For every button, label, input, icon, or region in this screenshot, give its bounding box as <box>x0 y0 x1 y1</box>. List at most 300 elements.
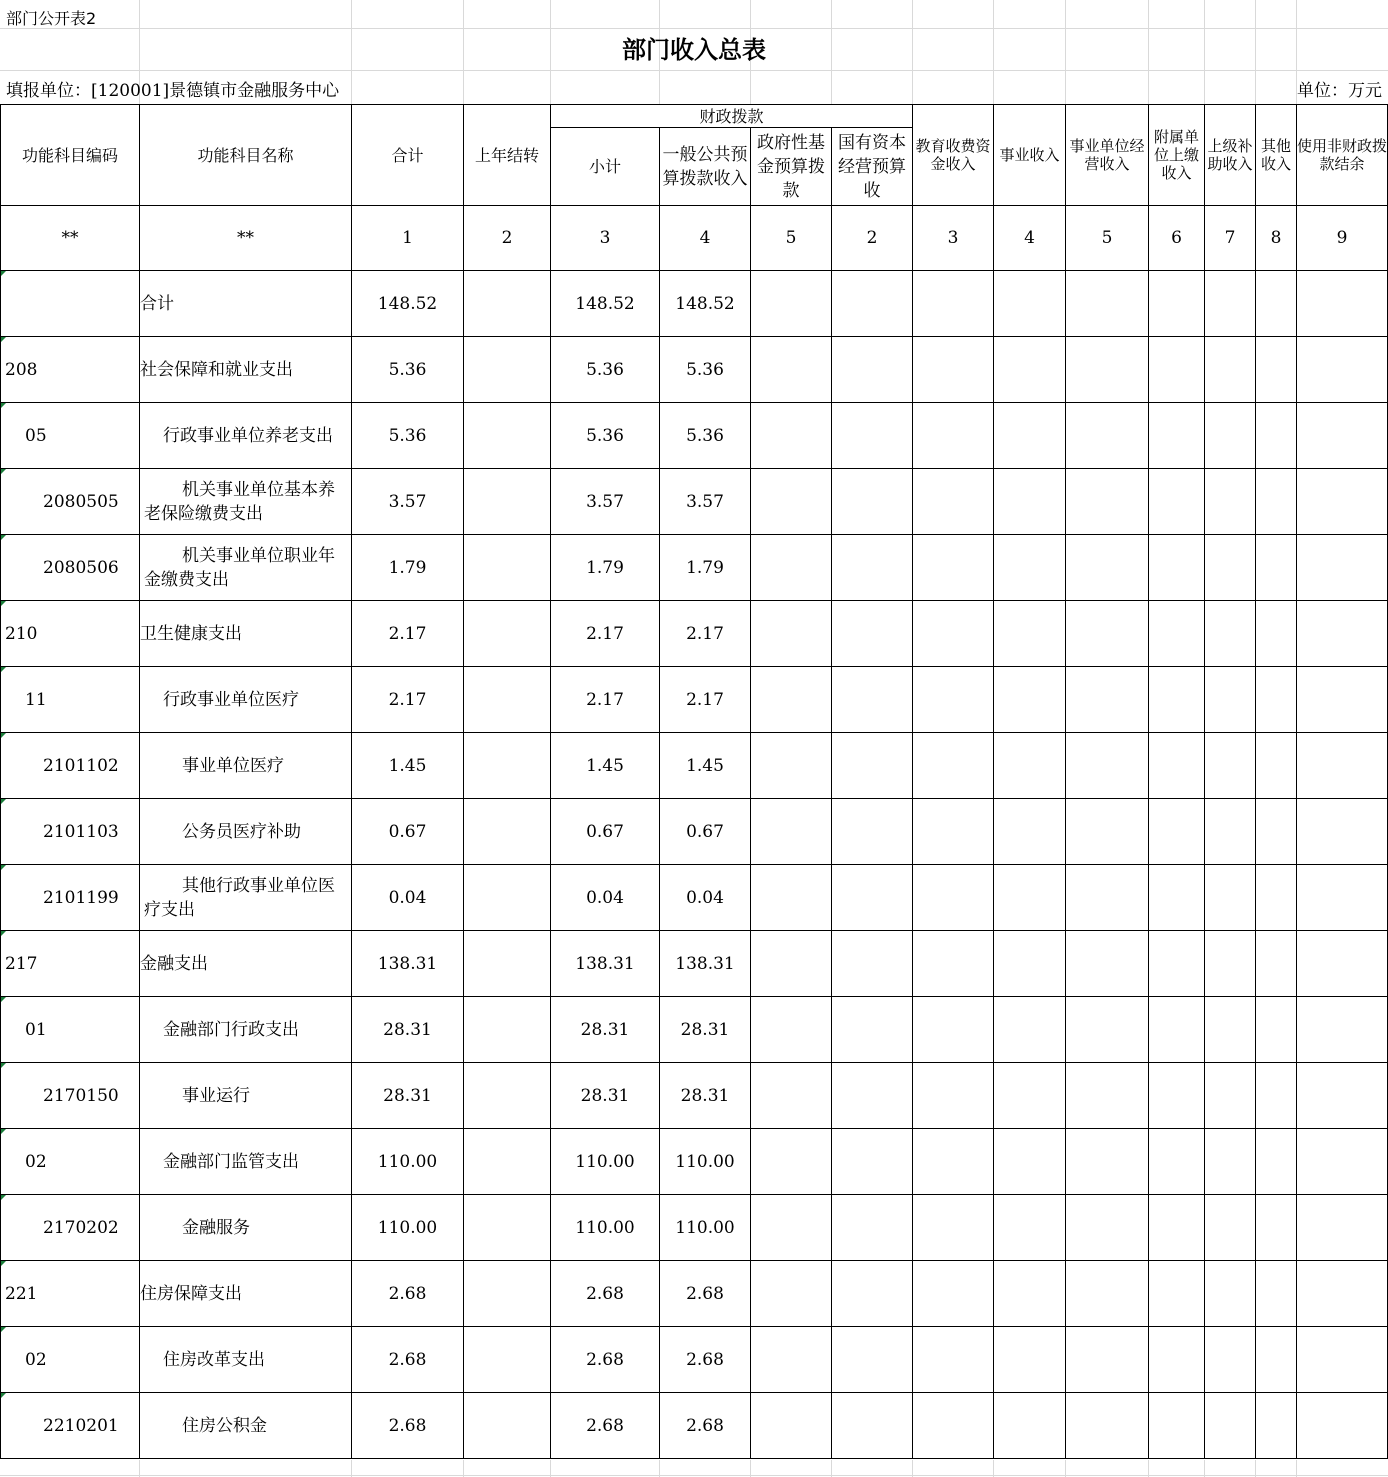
carryover-cell <box>464 1261 551 1327</box>
function-name-cell: 住房保障支出 <box>140 1261 352 1327</box>
empty-cell <box>1205 667 1256 733</box>
table-row <box>1 1261 1388 1327</box>
header-operating: 事业单位经营收入 <box>1066 105 1149 206</box>
empty-cell <box>1256 865 1297 931</box>
empty-cell <box>1297 733 1388 799</box>
empty-cell <box>1149 931 1205 997</box>
subtotal-cell: 148.52 <box>551 271 660 337</box>
empty-cell <box>1149 799 1205 865</box>
empty-cell <box>1256 667 1297 733</box>
general-budget-cell: 110.00 <box>660 1129 751 1195</box>
function-name-cell: 行政事业单位养老支出 <box>140 403 352 469</box>
column-index-cell: 3 <box>913 206 994 271</box>
total-cell: 2.17 <box>352 667 464 733</box>
empty-cell <box>1205 1129 1256 1195</box>
empty-cell <box>1256 601 1297 667</box>
general-budget-cell: 2.68 <box>660 1261 751 1327</box>
function-name-cell: 机关事业单位基本养老保险缴费支出 <box>140 469 352 535</box>
subtotal-cell: 5.36 <box>551 403 660 469</box>
table-row <box>1 865 1388 931</box>
table-row <box>1 667 1388 733</box>
total-cell: 0.04 <box>352 865 464 931</box>
empty-cell <box>1205 469 1256 535</box>
empty-cell <box>1066 799 1149 865</box>
column-index-cell: 6 <box>1149 206 1205 271</box>
total-cell: 5.36 <box>352 403 464 469</box>
general-budget-cell: 0.04 <box>660 865 751 931</box>
empty-cell <box>913 733 994 799</box>
empty-cell <box>1256 1327 1297 1393</box>
general-budget-cell: 110.00 <box>660 1195 751 1261</box>
carryover-cell <box>464 1327 551 1393</box>
total-cell: 3.57 <box>352 469 464 535</box>
empty-cell <box>1205 865 1256 931</box>
carryover-cell <box>464 799 551 865</box>
column-index-cell: 5 <box>751 206 832 271</box>
subtotal-cell: 28.31 <box>551 1063 660 1129</box>
empty-cell <box>1066 931 1149 997</box>
header-name: 功能科目名称 <box>140 105 352 206</box>
header-other: 其他收入 <box>1256 105 1297 206</box>
empty-cell <box>1066 1129 1149 1195</box>
table-row <box>1 1063 1388 1129</box>
function-name-cell: 金融支出 <box>140 931 352 997</box>
function-code-cell: 210 <box>1 601 140 667</box>
empty-cell <box>1256 1129 1297 1195</box>
empty-cell <box>1297 1195 1388 1261</box>
empty-cell <box>1066 337 1149 403</box>
total-cell: 1.45 <box>352 733 464 799</box>
column-index-cell: 2 <box>464 206 551 271</box>
empty-cell <box>1149 1129 1205 1195</box>
carryover-cell <box>464 601 551 667</box>
function-name-cell: 住房公积金 <box>140 1393 352 1459</box>
function-code-cell: 05 <box>1 403 140 469</box>
empty-cell <box>1297 997 1388 1063</box>
empty-cell <box>751 1327 832 1393</box>
total-cell: 0.67 <box>352 799 464 865</box>
empty-cell <box>913 337 994 403</box>
empty-cell <box>832 1327 913 1393</box>
empty-cell <box>751 601 832 667</box>
empty-cell <box>1205 799 1256 865</box>
subtotal-cell: 0.67 <box>551 799 660 865</box>
empty-cell <box>1256 1195 1297 1261</box>
carryover-cell <box>464 667 551 733</box>
empty-cell <box>1205 733 1256 799</box>
empty-cell <box>1256 1063 1297 1129</box>
empty-cell <box>832 1195 913 1261</box>
empty-cell <box>751 1393 832 1459</box>
empty-cell <box>1256 535 1297 601</box>
empty-cell <box>832 733 913 799</box>
empty-cell <box>1149 1195 1205 1261</box>
empty-cell <box>1297 1063 1388 1129</box>
general-budget-cell: 28.31 <box>660 997 751 1063</box>
empty-cell <box>1297 1129 1388 1195</box>
empty-cell <box>1256 337 1297 403</box>
function-code-cell: 2210201 <box>1 1393 140 1459</box>
function-name-cell: 社会保障和就业支出 <box>140 337 352 403</box>
subtotal-cell: 1.79 <box>551 535 660 601</box>
empty-cell <box>1066 667 1149 733</box>
empty-cell <box>1205 271 1256 337</box>
column-index-cell: 7 <box>1205 206 1256 271</box>
table-row <box>1 601 1388 667</box>
function-code-cell: 11 <box>1 667 140 733</box>
page-title: 部门收入总表 <box>622 35 766 64</box>
carryover-cell <box>464 1063 551 1129</box>
carryover-cell <box>464 403 551 469</box>
function-name-cell: 行政事业单位医疗 <box>140 667 352 733</box>
function-code-cell: 2170202 <box>1 1195 140 1261</box>
total-cell: 2.17 <box>352 601 464 667</box>
table-row <box>1 997 1388 1063</box>
table-row <box>1 931 1388 997</box>
empty-cell <box>994 1327 1066 1393</box>
general-budget-cell: 148.52 <box>660 271 751 337</box>
header-carryover: 上年结转 <box>464 105 551 206</box>
empty-cell <box>751 337 832 403</box>
empty-cell <box>1256 1393 1297 1459</box>
function-code-cell: 2101103 <box>1 799 140 865</box>
carryover-cell <box>464 1393 551 1459</box>
function-code-cell: 02 <box>1 1327 140 1393</box>
total-cell: 138.31 <box>352 931 464 997</box>
empty-cell <box>1256 271 1297 337</box>
empty-cell <box>913 1195 994 1261</box>
general-budget-cell: 138.31 <box>660 931 751 997</box>
empty-cell <box>994 997 1066 1063</box>
table-row <box>1 1327 1388 1393</box>
empty-cell <box>832 799 913 865</box>
total-cell: 148.52 <box>352 271 464 337</box>
header-business: 事业收入 <box>994 105 1066 206</box>
empty-cell <box>1149 271 1205 337</box>
empty-cell <box>994 667 1066 733</box>
subtotal-cell: 138.31 <box>551 931 660 997</box>
empty-cell <box>994 337 1066 403</box>
table-row <box>1 799 1388 865</box>
header-superior: 上级补助收入 <box>1205 105 1256 206</box>
empty-cell <box>832 601 913 667</box>
function-name-cell: 机关事业单位职业年金缴费支出 <box>140 535 352 601</box>
subtotal-cell: 1.45 <box>551 733 660 799</box>
empty-cell <box>832 865 913 931</box>
function-code-cell: 02 <box>1 1129 140 1195</box>
column-index-cell: 4 <box>660 206 751 271</box>
column-index-cell: 9 <box>1297 206 1388 271</box>
function-name-cell: 金融部门监管支出 <box>140 1129 352 1195</box>
empty-cell <box>994 1195 1066 1261</box>
function-name-cell: 住房改革支出 <box>140 1327 352 1393</box>
function-name-cell: 公务员医疗补助 <box>140 799 352 865</box>
empty-cell <box>913 1327 994 1393</box>
column-index-cell: ** <box>1 206 140 271</box>
empty-cell <box>1066 271 1149 337</box>
empty-cell <box>1149 469 1205 535</box>
subtotal-cell: 5.36 <box>551 337 660 403</box>
empty-cell <box>913 1393 994 1459</box>
general-budget-cell: 5.36 <box>660 403 751 469</box>
general-budget-cell: 3.57 <box>660 469 751 535</box>
sheet-label: 部门公开表2 <box>6 9 97 28</box>
carryover-cell <box>464 733 551 799</box>
subtotal-cell: 110.00 <box>551 1195 660 1261</box>
empty-cell <box>1256 931 1297 997</box>
general-budget-cell: 28.31 <box>660 1063 751 1129</box>
empty-cell <box>1149 865 1205 931</box>
income-summary-table <box>0 104 1388 1459</box>
empty-cell <box>832 931 913 997</box>
empty-cell <box>1205 931 1256 997</box>
empty-cell <box>751 733 832 799</box>
empty-cell <box>1066 1393 1149 1459</box>
header-fiscal: 财政拨款 <box>551 105 913 128</box>
empty-cell <box>1256 799 1297 865</box>
function-name-cell: 其他行政事业单位医疗支出 <box>140 865 352 931</box>
function-name-cell: 卫生健康支出 <box>140 601 352 667</box>
column-index-cell: ** <box>140 206 352 271</box>
empty-cell <box>1066 1327 1149 1393</box>
empty-cell <box>1205 997 1256 1063</box>
empty-cell <box>1149 1393 1205 1459</box>
general-budget-cell: 2.17 <box>660 667 751 733</box>
carryover-cell <box>464 865 551 931</box>
empty-cell <box>1066 1063 1149 1129</box>
empty-cell <box>1205 403 1256 469</box>
column-index-cell: 8 <box>1256 206 1297 271</box>
header-subtotal: 小计 <box>551 128 660 206</box>
empty-cell <box>1149 997 1205 1063</box>
empty-cell <box>751 1195 832 1261</box>
empty-cell <box>1149 1327 1205 1393</box>
column-index-cell: 2 <box>832 206 913 271</box>
empty-cell <box>1205 601 1256 667</box>
carryover-cell <box>464 931 551 997</box>
empty-cell <box>751 1261 832 1327</box>
function-code-cell <box>1 271 140 337</box>
column-index-cell: 5 <box>1066 206 1149 271</box>
empty-cell <box>994 931 1066 997</box>
table-row <box>1 271 1388 337</box>
function-code-cell: 2080505 <box>1 469 140 535</box>
empty-cell <box>994 799 1066 865</box>
table-row <box>1 1393 1388 1459</box>
empty-cell <box>1149 601 1205 667</box>
table-row <box>1 1129 1388 1195</box>
general-budget-cell: 2.68 <box>660 1393 751 1459</box>
empty-cell <box>1256 733 1297 799</box>
empty-cell <box>1297 337 1388 403</box>
empty-cell <box>994 1063 1066 1129</box>
empty-cell <box>832 1261 913 1327</box>
empty-cell <box>1149 667 1205 733</box>
header-affiliate: 附属单位上缴收入 <box>1149 105 1205 206</box>
subtotal-cell: 2.17 <box>551 601 660 667</box>
general-budget-cell: 1.45 <box>660 733 751 799</box>
empty-cell <box>1256 1261 1297 1327</box>
empty-cell <box>1297 403 1388 469</box>
empty-cell <box>913 997 994 1063</box>
empty-cell <box>913 865 994 931</box>
function-code-cell: 208 <box>1 337 140 403</box>
empty-cell <box>751 667 832 733</box>
empty-cell <box>1297 667 1388 733</box>
empty-cell <box>1205 1327 1256 1393</box>
header-non-fiscal: 使用非财政拨款结余 <box>1297 105 1388 206</box>
empty-cell <box>1066 403 1149 469</box>
function-code-cell: 2170150 <box>1 1063 140 1129</box>
empty-cell <box>1066 601 1149 667</box>
empty-cell <box>1205 1063 1256 1129</box>
empty-cell <box>913 667 994 733</box>
empty-cell <box>913 1129 994 1195</box>
empty-cell <box>994 535 1066 601</box>
empty-cell <box>832 997 913 1063</box>
empty-cell <box>1256 469 1297 535</box>
empty-cell <box>1205 1261 1256 1327</box>
subtotal-cell: 3.57 <box>551 469 660 535</box>
empty-cell <box>832 667 913 733</box>
function-name-cell: 合计 <box>140 271 352 337</box>
empty-cell <box>913 535 994 601</box>
empty-cell <box>1297 865 1388 931</box>
empty-cell <box>1149 337 1205 403</box>
subtotal-cell: 0.04 <box>551 865 660 931</box>
carryover-cell <box>464 271 551 337</box>
empty-cell <box>1066 469 1149 535</box>
subtotal-cell: 2.68 <box>551 1393 660 1459</box>
total-cell: 2.68 <box>352 1393 464 1459</box>
total-cell: 28.31 <box>352 1063 464 1129</box>
function-name-cell: 事业单位医疗 <box>140 733 352 799</box>
table-row <box>1 1195 1388 1261</box>
empty-cell <box>751 271 832 337</box>
header-state-capital: 国有资本经营预算收 <box>832 128 913 206</box>
empty-cell <box>913 1063 994 1129</box>
empty-cell <box>994 403 1066 469</box>
empty-cell <box>994 733 1066 799</box>
header-total: 合计 <box>352 105 464 206</box>
empty-cell <box>751 931 832 997</box>
total-cell: 2.68 <box>352 1261 464 1327</box>
table-row <box>1 469 1388 535</box>
reporting-unit: 填报单位：[120001]景德镇市金融服务中心 <box>6 81 340 101</box>
empty-cell <box>751 403 832 469</box>
carryover-cell <box>464 469 551 535</box>
carryover-cell <box>464 997 551 1063</box>
empty-cell <box>1297 271 1388 337</box>
table-row <box>1 733 1388 799</box>
carryover-cell <box>464 1195 551 1261</box>
total-cell: 5.36 <box>352 337 464 403</box>
empty-cell <box>1205 337 1256 403</box>
total-cell: 110.00 <box>352 1195 464 1261</box>
empty-cell <box>994 1261 1066 1327</box>
function-name-cell: 金融服务 <box>140 1195 352 1261</box>
function-code-cell: 2101199 <box>1 865 140 931</box>
table-row <box>1 535 1388 601</box>
empty-cell <box>1066 535 1149 601</box>
empty-cell <box>913 799 994 865</box>
empty-cell <box>832 535 913 601</box>
column-index-row <box>1 206 1388 271</box>
empty-cell <box>994 1129 1066 1195</box>
subtotal-cell: 2.68 <box>551 1261 660 1327</box>
empty-cell <box>832 469 913 535</box>
empty-cell <box>1066 1195 1149 1261</box>
subtotal-cell: 2.68 <box>551 1327 660 1393</box>
carryover-cell <box>464 337 551 403</box>
empty-cell <box>832 337 913 403</box>
general-budget-cell: 5.36 <box>660 337 751 403</box>
empty-cell <box>994 865 1066 931</box>
empty-cell <box>1297 931 1388 997</box>
function-name-cell: 金融部门行政支出 <box>140 997 352 1063</box>
empty-cell <box>832 1063 913 1129</box>
empty-cell <box>832 1393 913 1459</box>
subtotal-cell: 110.00 <box>551 1129 660 1195</box>
column-index-cell: 1 <box>352 206 464 271</box>
empty-cell <box>994 271 1066 337</box>
empty-cell <box>1297 535 1388 601</box>
empty-cell <box>1066 997 1149 1063</box>
empty-cell <box>913 403 994 469</box>
total-cell: 110.00 <box>352 1129 464 1195</box>
general-budget-cell: 0.67 <box>660 799 751 865</box>
total-cell: 1.79 <box>352 535 464 601</box>
empty-cell <box>994 1393 1066 1459</box>
empty-cell <box>751 1063 832 1129</box>
general-budget-cell: 2.17 <box>660 601 751 667</box>
empty-cell <box>1256 403 1297 469</box>
empty-cell <box>1205 1195 1256 1261</box>
empty-cell <box>913 1261 994 1327</box>
empty-cell <box>832 403 913 469</box>
table-row <box>1 403 1388 469</box>
function-code-cell: 2101102 <box>1 733 140 799</box>
table-row <box>1 337 1388 403</box>
empty-cell <box>913 931 994 997</box>
empty-cell <box>1256 997 1297 1063</box>
empty-cell <box>751 799 832 865</box>
header-code: 功能科目编码 <box>1 105 140 206</box>
function-name-cell: 事业运行 <box>140 1063 352 1129</box>
function-code-cell: 01 <box>1 997 140 1063</box>
subtotal-cell: 2.17 <box>551 667 660 733</box>
empty-cell <box>1297 1261 1388 1327</box>
header-edu-fee: 教育收费资金收入 <box>913 105 994 206</box>
empty-cell <box>751 865 832 931</box>
subtotal-cell: 28.31 <box>551 997 660 1063</box>
carryover-cell <box>464 535 551 601</box>
column-index-cell: 4 <box>994 206 1066 271</box>
empty-cell <box>751 535 832 601</box>
empty-cell <box>1297 601 1388 667</box>
function-code-cell: 221 <box>1 1261 140 1327</box>
empty-cell <box>1149 1063 1205 1129</box>
total-cell: 2.68 <box>352 1327 464 1393</box>
empty-cell <box>1205 1393 1256 1459</box>
empty-cell <box>1149 733 1205 799</box>
empty-cell <box>832 1129 913 1195</box>
currency-unit: 单位：万元 <box>1297 81 1382 101</box>
empty-cell <box>1149 535 1205 601</box>
empty-cell <box>994 601 1066 667</box>
empty-cell <box>913 601 994 667</box>
empty-cell <box>1297 1393 1388 1459</box>
